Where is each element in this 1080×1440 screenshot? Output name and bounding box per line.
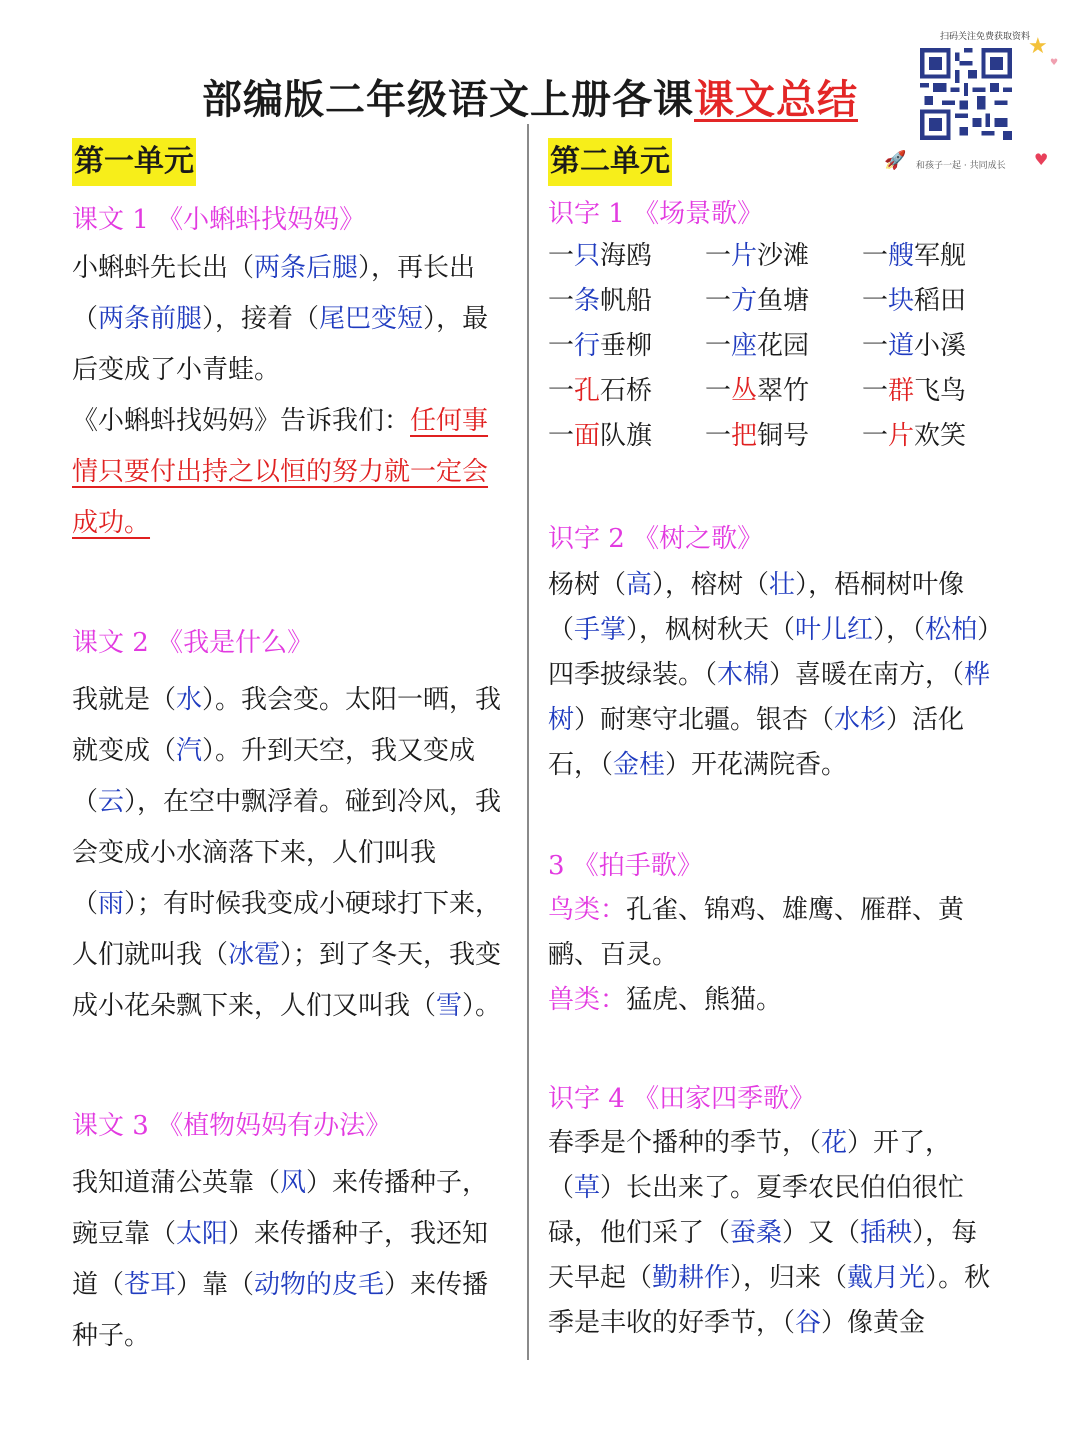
measure-word-item: 一行垂柳 <box>548 331 653 361</box>
right-column <box>548 138 992 1346</box>
left-column <box>72 138 510 1362</box>
heart-icon: ♥ <box>1034 150 1049 169</box>
measure-word-item: 一座花园 <box>705 331 810 361</box>
lesson-title: 识字 2 《树之歌》 <box>548 524 764 554</box>
measure-word-item: 一丛翠竹 <box>705 376 810 406</box>
lesson-moral: 《小蝌蚪找妈妈》告诉我们：任何事情只要付出持之以恒的努力就一定会成功。 <box>72 406 489 538</box>
measure-word-item: 一面队旗 <box>548 421 653 451</box>
measure-word-item: 一块稻田 <box>862 286 967 316</box>
lesson-text: 我知道蒲公英靠（风）来传播种子，豌豆靠（太阳）来传播种子，我还知道（苍耳）靠（动物的皮毛）来传播种子。 <box>72 1168 489 1351</box>
measure-word-item: 一孔石桥 <box>548 376 653 406</box>
star-icon: ★ <box>1028 34 1048 59</box>
lesson-title: 课文 1 《小蝌蚪找妈妈》 <box>72 205 366 235</box>
qr-code-icon[interactable] <box>920 48 1012 140</box>
qr-footer: 和孩子一起 · 共同成长 <box>916 161 1006 171</box>
lesson-title: 课文 3 《植物妈妈有办法》 <box>72 1111 392 1141</box>
measure-word-grid <box>548 234 992 459</box>
measure-word-item: 一艘军舰 <box>862 241 967 271</box>
lesson-text: 兽类：猛虎、熊猫。 <box>548 985 783 1015</box>
lesson-title: 识字 1 《场景歌》 <box>548 199 764 229</box>
lesson-title: 3 《拍手歌》 <box>548 851 703 881</box>
lesson-text: 春季是个播种的季节，（花）开了，（草）长出来了。夏季农民伯伯很忙碌，他们采了（蚕桑）又（插秧），每天早起（勤耕作），归来（戴月光）。秋季是丰收的好季节，（谷）像黄金 <box>548 1128 991 1338</box>
measure-word-item: 一片欢笑 <box>862 421 967 451</box>
measure-word-item: 一把铜号 <box>705 421 810 451</box>
measure-word-item: 一条帆船 <box>548 286 653 316</box>
column-divider <box>527 124 529 1360</box>
lesson-text: 杨树（高），榕树（壮），梧桐树叶像（手掌），枫树秋天（叶儿红），（松柏）四季披绿装。（木棉）喜暖在南方，（桦树）耐寒守北疆。银杏（水杉）活化石，（金桂）开花满院香。 <box>548 570 991 780</box>
measure-word-item: 一道小溪 <box>862 331 967 361</box>
rocket-icon: 🚀 <box>884 150 907 171</box>
lesson-text: 小蝌蚪先长出（两条后腿），再长出（两条前腿），接着（尾巴变短），最后变成了小青蛙。 <box>72 253 489 385</box>
unit-heading: 第一单元 <box>72 138 196 186</box>
unit-heading: 第二单元 <box>548 138 672 186</box>
measure-word-item: 一只海鸥 <box>548 241 653 271</box>
measure-word-item: 一群飞鸟 <box>862 376 967 406</box>
qr-caption: 扫码关注免费获取资料 <box>940 32 1031 42</box>
lesson-text: 我就是（水）。我会变。太阳一晒，我就变成（汽）。升到天空，我又变成（云），在空中飘浮着。碰到冷风，我会变成小水滴落下来，人们叫我（雨）；有时候我变成小硬球打下来，人们就叫我（冰雹）；到了冬天，我变成小花朵飘下来，人们又叫我（雪）。 <box>72 685 502 1021</box>
small-heart-icon: ♥ <box>1050 58 1059 68</box>
lesson-text: 鸟类：孔雀、锦鸡、雄鹰、雁群、黄鹂、百灵。 <box>548 895 965 970</box>
lesson-title: 课文 2 《我是什么》 <box>72 628 314 658</box>
measure-word-item: 一片沙滩 <box>705 241 810 271</box>
title-highlight: 课文总结 <box>694 77 858 123</box>
title-main: 部编版二年级语文上册各课 <box>202 77 694 123</box>
lesson-title: 识字 4 《田家四季歌》 <box>548 1084 816 1114</box>
measure-word-item: 一方鱼塘 <box>705 286 810 316</box>
